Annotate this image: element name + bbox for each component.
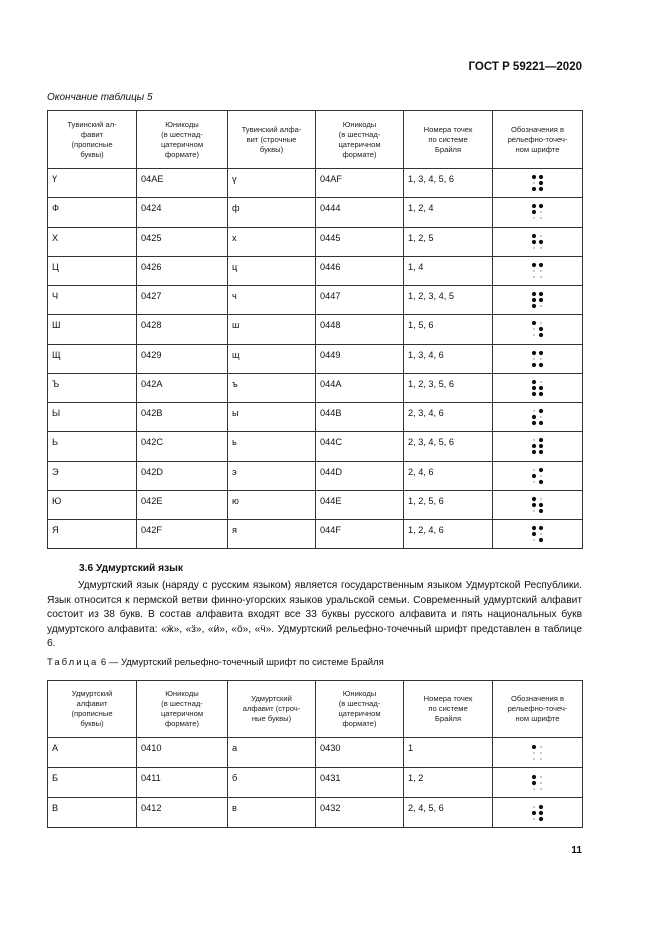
lower-letter-cell: б <box>228 768 316 798</box>
upper-letter-cell: Х <box>48 227 137 256</box>
braille-dot-raised <box>538 409 542 413</box>
braille-symbol-cell <box>493 738 583 768</box>
braille-dots-cell: 1, 2, 5, 6 <box>404 490 493 519</box>
braille-dots-cell: 1, 5, 6 <box>404 315 493 344</box>
braille-dots-cell: 1, 2, 4 <box>404 198 493 227</box>
braille-dot-raised <box>531 204 535 208</box>
braille-dot-raised <box>538 444 542 448</box>
lower-letter-cell: я <box>228 520 316 549</box>
braille-symbol-cell <box>493 373 583 402</box>
upper-unicode-cell: 0410 <box>137 738 228 768</box>
braille-cell-icon <box>531 203 545 221</box>
upper-letter-cell: Ү <box>48 169 137 198</box>
table-row <box>48 461 583 490</box>
upper-letter-cell: Б <box>48 768 137 798</box>
table6-header-row <box>48 681 583 738</box>
upper-letter-cell: Ш <box>48 315 137 344</box>
table-row <box>48 403 583 432</box>
lower-unicode-cell: 04AF <box>316 169 404 198</box>
braille-dot-empty <box>540 498 541 499</box>
braille-dot-raised <box>538 538 542 542</box>
braille-symbol-cell <box>493 344 583 373</box>
braille-cell-icon <box>531 379 545 397</box>
header-braille-dots: Номера точек по системе Брайля <box>404 681 493 738</box>
braille-dot-raised <box>538 386 542 390</box>
braille-cell-icon <box>531 408 545 426</box>
upper-letter-cell: Э <box>48 461 137 490</box>
upper-unicode-cell: 0428 <box>137 315 228 344</box>
upper-unicode-cell: 042B <box>137 403 228 432</box>
lower-unicode-cell: 0445 <box>316 227 404 256</box>
braille-dot-empty <box>540 305 541 306</box>
header-upper-unicode: Юникоды (в шестнад- цатеричном формате) <box>137 681 228 738</box>
table-row <box>48 344 583 373</box>
table-row <box>48 520 583 549</box>
braille-dot-raised <box>531 380 535 384</box>
braille-symbol-cell <box>493 798 583 828</box>
braille-dot-raised <box>531 444 535 448</box>
braille-dot-empty <box>533 806 534 807</box>
braille-dot-empty <box>540 752 541 753</box>
braille-cell-icon <box>531 525 545 543</box>
lower-letter-cell: ю <box>228 490 316 519</box>
braille-dots-cell: 1, 3, 4, 5, 6 <box>404 169 493 198</box>
braille-dot-raised <box>538 263 542 267</box>
braille-dot-raised <box>538 438 542 442</box>
braille-dots-cell: 1, 3, 4, 6 <box>404 344 493 373</box>
braille-dot-empty <box>540 776 541 777</box>
braille-dot-empty <box>540 270 541 271</box>
braille-dot-empty <box>533 276 534 277</box>
lower-unicode-cell: 044D <box>316 461 404 490</box>
header-upper-letters: Удмуртский алфавит (прописные буквы) <box>48 681 137 738</box>
header-upper-unicode: Юникоды (в шестнад- цатеричном формате) <box>137 111 228 169</box>
braille-dot-raised <box>538 450 542 454</box>
table-row <box>48 256 583 285</box>
braille-dot-raised <box>531 175 535 179</box>
lower-unicode-cell: 044A <box>316 373 404 402</box>
braille-dot-raised <box>538 503 542 507</box>
lower-unicode-cell: 0446 <box>316 256 404 285</box>
braille-dot-raised <box>538 363 542 367</box>
braille-dot-empty <box>533 335 534 336</box>
upper-unicode-cell: 0424 <box>137 198 228 227</box>
braille-symbol-cell <box>493 461 583 490</box>
lower-unicode-cell: 0447 <box>316 286 404 315</box>
braille-symbol-cell <box>493 403 583 432</box>
lower-letter-cell: ы <box>228 403 316 432</box>
braille-dot-empty <box>533 469 534 470</box>
braille-dot-raised <box>531 810 535 814</box>
lower-unicode-cell: 0431 <box>316 768 404 798</box>
lower-letter-cell: а <box>228 738 316 768</box>
braille-dot-empty <box>540 533 541 534</box>
lower-unicode-cell: 0430 <box>316 738 404 768</box>
braille-dot-empty <box>540 788 541 789</box>
lower-letter-cell: в <box>228 798 316 828</box>
lower-unicode-cell: 0448 <box>316 315 404 344</box>
table6-caption-label: Таблица <box>47 657 99 668</box>
braille-symbol-cell <box>493 169 583 198</box>
braille-dot-empty <box>533 510 534 511</box>
braille-cell-icon <box>531 262 545 280</box>
header-lower-unicode: Юникоды (в шестнад- цатеричном формате) <box>316 681 404 738</box>
braille-dot-raised <box>538 181 542 185</box>
braille-dot-raised <box>531 298 535 302</box>
upper-letter-cell: Ы <box>48 403 137 432</box>
braille-dot-raised <box>531 304 535 308</box>
table6-caption <box>47 657 384 668</box>
upper-unicode-cell: 0412 <box>137 798 228 828</box>
braille-dot-empty <box>540 323 541 324</box>
upper-letter-cell: Ь <box>48 432 137 461</box>
braille-dot-raised <box>531 210 535 214</box>
upper-letter-cell: Щ <box>48 344 137 373</box>
lower-letter-cell: ч <box>228 286 316 315</box>
braille-dot-empty <box>533 410 534 411</box>
table-row <box>48 768 583 798</box>
braille-dot-raised <box>531 240 535 244</box>
braille-dot-empty <box>540 235 541 236</box>
lower-letter-cell: ү <box>228 169 316 198</box>
braille-dots-cell: 1, 2, 3, 5, 6 <box>404 373 493 402</box>
header-upper-letters: Тувинский ал- фавит (прописные буквы) <box>48 111 137 169</box>
braille-symbol-cell <box>493 286 583 315</box>
braille-dot-empty <box>533 818 534 819</box>
upper-unicode-cell: 0411 <box>137 768 228 798</box>
braille-dot-raised <box>531 744 535 748</box>
braille-dots-cell: 1, 2, 3, 4, 5 <box>404 286 493 315</box>
braille-cell-icon <box>531 467 545 485</box>
braille-dot-empty <box>540 218 541 219</box>
braille-dots-cell: 1, 4 <box>404 256 493 285</box>
braille-dot-empty <box>533 270 534 271</box>
braille-dot-empty <box>540 782 541 783</box>
braille-dots-cell: 2, 3, 4, 6 <box>404 403 493 432</box>
braille-dot-raised <box>531 450 535 454</box>
table-row <box>48 432 583 461</box>
upper-letter-cell: Ф <box>48 198 137 227</box>
braille-dots-cell: 2, 4, 6 <box>404 461 493 490</box>
header-braille-dots: Номера точек по системе Брайля <box>404 111 493 169</box>
braille-cell-icon <box>531 437 545 455</box>
lower-unicode-cell: 0449 <box>316 344 404 373</box>
lower-unicode-cell: 044C <box>316 432 404 461</box>
upper-unicode-cell: 0425 <box>137 227 228 256</box>
braille-cell-icon <box>531 174 545 192</box>
header-lower-unicode: Юникоды (в шестнад- цатеричном формате) <box>316 111 404 169</box>
table6-caption-text: 6 — Удмуртский рельефно-точечный шрифт по системе Брайля <box>98 657 384 668</box>
braille-symbol-cell <box>493 256 583 285</box>
braille-dot-raised <box>531 526 535 530</box>
braille-dot-raised <box>538 526 542 530</box>
lower-unicode-cell: 044B <box>316 403 404 432</box>
section-heading: 3.6 Удмуртский язык <box>79 563 183 574</box>
braille-dot-raised <box>538 240 542 244</box>
upper-letter-cell: Ц <box>48 256 137 285</box>
upper-unicode-cell: 0426 <box>137 256 228 285</box>
braille-dot-raised <box>531 532 535 536</box>
table-row <box>48 738 583 768</box>
lower-letter-cell: ц <box>228 256 316 285</box>
braille-dot-empty <box>540 381 541 382</box>
braille-cell-icon <box>531 320 545 338</box>
braille-dot-raised <box>531 234 535 238</box>
braille-dot-empty <box>540 276 541 277</box>
braille-dot-raised <box>531 503 535 507</box>
braille-dot-raised <box>531 351 535 355</box>
braille-dot-raised <box>538 327 542 331</box>
table5-header-row <box>48 111 583 169</box>
upper-unicode-cell: 042A <box>137 373 228 402</box>
section-paragraph: Удмуртский язык (наряду с русским языком) является государственным языком Удмуртской Республики. Язык относится к пермской ветви финно-угорских языков уральской семьи. Современный удмуртский алфавит состоит из 38 букв. В состав алфавита входят все 33 буквы русского алфавита и пять национальных букв удмуртского алфавита: «ӝ», «ӟ», «ӥ», «ӧ», «ӵ». Удмуртский рельефно-точечный шрифт представлен в таблице 6. <box>47 580 582 650</box>
header-braille-symbol: Обозначения в рельефно-точеч- ном шрифте <box>493 681 583 738</box>
braille-dot-raised <box>538 816 542 820</box>
braille-dot-empty <box>533 788 534 789</box>
braille-dots-cell: 2, 4, 5, 6 <box>404 798 493 828</box>
braille-dot-raised <box>531 774 535 778</box>
document-standard-number: ГОСТ Р 59221—2020 <box>468 61 582 73</box>
upper-letter-cell: Ч <box>48 286 137 315</box>
lower-letter-cell: ф <box>228 198 316 227</box>
lower-letter-cell: х <box>228 227 316 256</box>
braille-cell-icon <box>531 804 545 822</box>
braille-symbol-cell <box>493 198 583 227</box>
page-number: 11 <box>571 845 582 856</box>
table-row <box>48 490 583 519</box>
braille-symbol-cell <box>493 227 583 256</box>
braille-dots-cell: 1, 2 <box>404 768 493 798</box>
upper-unicode-cell: 04AE <box>137 169 228 198</box>
braille-dots-cell: 1 <box>404 738 493 768</box>
table-row <box>48 198 583 227</box>
braille-dot-empty <box>533 247 534 248</box>
braille-dot-empty <box>540 758 541 759</box>
upper-letter-cell: В <box>48 798 137 828</box>
braille-symbol-cell <box>493 432 583 461</box>
braille-dot-raised <box>538 292 542 296</box>
braille-dot-raised <box>538 810 542 814</box>
braille-dot-raised <box>538 333 542 337</box>
braille-dot-raised <box>531 386 535 390</box>
braille-dots-cell: 1, 2, 4, 6 <box>404 520 493 549</box>
braille-symbol-cell <box>493 490 583 519</box>
braille-cell-icon <box>531 744 545 762</box>
braille-dot-empty <box>533 218 534 219</box>
table5 <box>47 110 583 549</box>
table-row <box>48 169 583 198</box>
braille-dot-raised <box>531 780 535 784</box>
braille-symbol-cell <box>493 768 583 798</box>
upper-unicode-cell: 042C <box>137 432 228 461</box>
upper-letter-cell: А <box>48 738 137 768</box>
lower-letter-cell: ь <box>228 432 316 461</box>
braille-dot-raised <box>538 204 542 208</box>
braille-dot-empty <box>540 416 541 417</box>
braille-dot-empty <box>533 329 534 330</box>
braille-dot-empty <box>533 358 534 359</box>
lower-unicode-cell: 044E <box>316 490 404 519</box>
braille-cell-icon <box>531 774 545 792</box>
upper-unicode-cell: 042E <box>137 490 228 519</box>
braille-dots-cell: 1, 2, 5 <box>404 227 493 256</box>
braille-dot-raised <box>538 421 542 425</box>
lower-letter-cell: ш <box>228 315 316 344</box>
braille-dot-empty <box>533 182 534 183</box>
table-row <box>48 227 583 256</box>
braille-dot-raised <box>538 480 542 484</box>
header-lower-letters: Тувинский алфа- вит (строчные буквы) <box>228 111 316 169</box>
braille-dot-empty <box>540 358 541 359</box>
braille-dot-raised <box>538 187 542 191</box>
braille-dot-raised <box>531 392 535 396</box>
braille-dot-raised <box>531 263 535 267</box>
table-row <box>48 373 583 402</box>
braille-dot-raised <box>538 298 542 302</box>
header-braille-symbol: Обозначения в рельефно-точеч- ном шрифте <box>493 111 583 169</box>
braille-dot-raised <box>531 415 535 419</box>
upper-letter-cell: Ъ <box>48 373 137 402</box>
table5-caption: Окончание таблицы 5 <box>47 92 153 103</box>
braille-dot-raised <box>538 509 542 513</box>
upper-letter-cell: Я <box>48 520 137 549</box>
braille-dot-raised <box>531 321 535 325</box>
upper-letter-cell: Ю <box>48 490 137 519</box>
braille-dot-empty <box>533 758 534 759</box>
braille-cell-icon <box>531 350 545 368</box>
braille-dot-raised <box>538 392 542 396</box>
lower-letter-cell: ъ <box>228 373 316 402</box>
braille-dot-raised <box>531 474 535 478</box>
table6 <box>47 680 583 828</box>
braille-dot-raised <box>531 363 535 367</box>
braille-dot-raised <box>538 804 542 808</box>
braille-dot-empty <box>533 440 534 441</box>
braille-dot-empty <box>540 247 541 248</box>
braille-dot-empty <box>540 746 541 747</box>
header-lower-letters: Удмуртский алфавит (строч- ные буквы) <box>228 681 316 738</box>
braille-dot-raised <box>538 175 542 179</box>
braille-dot-empty <box>540 475 541 476</box>
table-row <box>48 315 583 344</box>
lower-unicode-cell: 044F <box>316 520 404 549</box>
braille-cell-icon <box>531 233 545 251</box>
braille-dot-raised <box>538 351 542 355</box>
braille-dot-raised <box>531 497 535 501</box>
braille-symbol-cell <box>493 315 583 344</box>
braille-dot-raised <box>531 421 535 425</box>
braille-dot-raised <box>538 468 542 472</box>
upper-unicode-cell: 0427 <box>137 286 228 315</box>
lower-unicode-cell: 0432 <box>316 798 404 828</box>
upper-unicode-cell: 0429 <box>137 344 228 373</box>
upper-unicode-cell: 042F <box>137 520 228 549</box>
braille-dot-raised <box>531 187 535 191</box>
braille-dot-empty <box>533 539 534 540</box>
braille-dot-empty <box>533 752 534 753</box>
lower-unicode-cell: 0444 <box>316 198 404 227</box>
braille-dot-empty <box>540 212 541 213</box>
table-row <box>48 286 583 315</box>
lower-letter-cell: э <box>228 461 316 490</box>
braille-symbol-cell <box>493 520 583 549</box>
braille-dot-raised <box>531 292 535 296</box>
braille-cell-icon <box>531 496 545 514</box>
upper-unicode-cell: 042D <box>137 461 228 490</box>
braille-dots-cell: 2, 3, 4, 5, 6 <box>404 432 493 461</box>
lower-letter-cell: щ <box>228 344 316 373</box>
table-row <box>48 798 583 828</box>
braille-cell-icon <box>531 291 545 309</box>
braille-dot-empty <box>533 481 534 482</box>
